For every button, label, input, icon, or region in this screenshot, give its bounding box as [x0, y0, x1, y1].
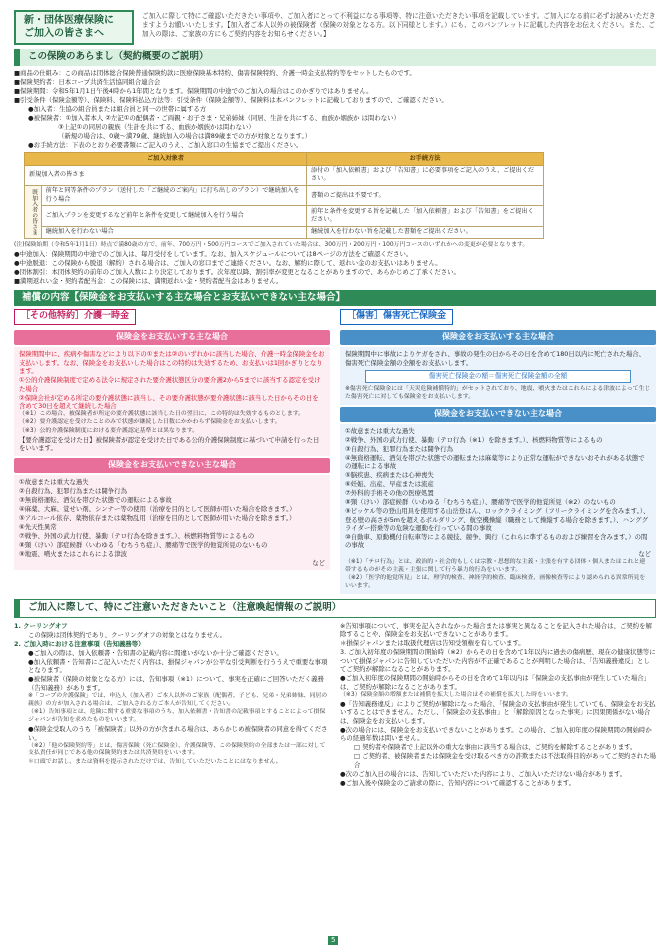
- overview-line: ●お手続方法：下表のとおり必要書類にご記入のうえ、ご加入窓口の生協までご提出ください。: [28, 140, 303, 149]
- left-note: （※1）この場合、被保険者が所定の要介護状態に該当した日の翌日に、この特約は失効するものとします。: [19, 410, 305, 417]
- table-cell: 継続加入を行わない旨を記載した書類をご提出ください。: [306, 226, 543, 238]
- caution-item: 3. ご加入初年度の保険期間の開始時（※2）からその日を含めて1年以内に過去の傷病歴、現在の健康状態等について損保ジャパンに告知していただいた内容が不正確であることが判明した場合は、「告知義務違反」としてご契約が解除になることがあります。: [340, 648, 656, 673]
- caution-item: ●加入依頼書・告知書にご記入いただく内容は、損保ジャパンが公平な引受判断を行ううえで重要な事項となります。: [28, 657, 328, 675]
- left-nopay-item: ①故意または重大な過失: [19, 478, 89, 487]
- overview-note: (注)保険始期（令和5年1月1日）時点で満80歳の方で、前年、700万円・500万円コースでご加入されていた場合は、300万円・200万円・100万円コースのいずれかへの変更が必要となります。: [14, 241, 529, 248]
- caution-section: [14, 599, 656, 788]
- left-note: （※3）公的介護保険制度における要介護認定基準とは異なります。: [19, 427, 199, 434]
- caution-item: ＊口頭でお話し、または資料を提示されただけでは、告知していただいたことにはなりません。: [28, 758, 282, 765]
- caution-item: □ 契約者や保険者で上記以外の重大な事由に該当する場合は、ご契約を解除することがあります。: [354, 743, 637, 752]
- procedure-table: [24, 152, 544, 239]
- intro-title: [14, 10, 134, 45]
- table-row: [25, 185, 544, 205]
- overview-line: ●被保険者：①加入者本人 ②左記①の配偶者・ご両親・お子さま・兄弟姉妹（同居、生計を共にする、血族か姻族か は問わない）: [28, 113, 400, 122]
- caution-item: □ ご契約者、被保険者または保険金を受け取るべき方の詐欺または不法取得目的があってご契約された場合: [354, 752, 656, 769]
- right-nopay-item: ⑤脳疾患、疾病または心神喪失: [345, 471, 434, 480]
- table-cell: ご加入プランを変更するなど前年と条件を変更して継続加入を行う場合: [41, 206, 306, 226]
- page-number: 5: [328, 936, 338, 945]
- right-nopay-item: ③自殺行為、犯罪行為または闘争行為: [345, 444, 453, 453]
- table-cell: 書類のご提出は不要です。: [306, 185, 543, 205]
- caution-item: ●次のご加入日の場合には、告知していただいた内容により、ご加入いただけない場合があります。: [340, 769, 627, 778]
- table-header: お手続方法: [306, 153, 543, 165]
- left-nopay-item: ④麻薬、大麻、覚せい剤、シンナー等の使用（治療を目的として医師が用いた場合を除きます。）: [19, 505, 296, 514]
- caution-item: （※3）保険金額の増額または補償を拡大した場合はその補償を拡大した時をいいます。: [340, 691, 573, 698]
- left-nopay-item: ⑦戦争、外国の武力行使、暴動（テロ行為を除きます。）、核燃料物質等によるもの: [19, 531, 255, 540]
- intro-title-line2: ご加入の皆さまへ: [24, 27, 104, 39]
- overview-note: ●団体割引：本団体契約の前年のご加入人数により決定しております。次年度以降、割引率が変更となることがありますので、あらかじめご了承ください。: [14, 268, 460, 277]
- table-cell: 継続加入を行わない場合: [41, 226, 306, 238]
- overview-note: ■満期返れい金・契約者配当金：この保険には、満期返れい金・契約者配当金はありません。: [14, 277, 283, 286]
- overview-line: （新規の場合は、0歳〜満79歳、継続加入の場合は満89歳までの方が対象となります。）: [58, 131, 312, 140]
- right-nopay-item: ①故意または重大な過失: [345, 427, 415, 435]
- right-nopay-item: ②戦争、外国の武力行使、暴動（テロ行為（※1）を除きます。）、核燃料物質等によるもの: [345, 435, 603, 444]
- caution-item: ●ご加入後や保険金のご請求の際に、告知内容について確認することがあります。: [340, 778, 575, 787]
- right-nopay-item: ⑥妊娠、出産、早産または流産: [345, 480, 434, 489]
- overview-lines: [14, 69, 656, 150]
- caution-item: ●被保険者（保険の対象となる方）には、告知事項（※1）について、事実を正確にご回答いただく義務（告知義務）があります。: [28, 675, 324, 692]
- caution-left: [14, 621, 330, 788]
- overview-note: ●中途脱退：この保険から脱退（解約）される場合は、ご加入の窓口までご連絡ください。なお、解約に際して、返れい金のお支払いはありません。: [14, 259, 442, 268]
- intro-header: [14, 10, 656, 45]
- left-nopay-item: ②自殺行為、犯罪行為または闘争行為: [19, 487, 127, 496]
- care-lump-sum-tag: ［その他特約］介護一時金: [14, 309, 136, 325]
- caution-item: （※1）告知事項とは、危険に関する重要な事項のうち、加入依頼書・告知書の記載事項とすることによって損保ジャパンが告知を求めたものをいいます。: [28, 708, 326, 723]
- right-pay-box: [340, 347, 656, 405]
- left-nopay-item: ⑧頸（けい）部症候群（いわゆる「むちうち症」）、腰痛等で医学的他覚所見のないもの: [19, 540, 268, 549]
- coverage-left: [14, 309, 330, 594]
- right-footnote: （※1）「テロ行為」とは、政治的・社会的もしくは宗教・思想的な主義・主張を有する団体・個人またはこれと連帯するものがその主義・主張に関して行う暴力的行為をいいます。: [345, 559, 646, 574]
- right-footnote: （※2）「医学的他覚所見」とは、理学的検査、神経学的検査、臨床検査、画像検査等により認められる異常所見をいいます。: [345, 575, 646, 590]
- table-cell: 添付の「加入依頼書」および「告知書」に必要事項をご記入のうえ、ご提出ください。: [306, 165, 543, 185]
- caution-item: ●保険金受取人のうち「被保険者」以外の方が含まれる場合は、あらかじめ被保険者の同意を得てください。: [28, 725, 328, 742]
- table-row: [25, 226, 544, 238]
- caution-right: [340, 621, 656, 788]
- intro-notice: ご加入に際して特にご確認いただきたい事項や、ご加入者にとって不利益になる事項等、特に注意いただきたい事項を記載しています。ご加入になる前に必ずお読みいただきますようお願いいたします。【加入者ご本人以外の被保険者（保険の対象となる方。以下同様とします。）にも、このパンフレットに記載した内容をお伝えください。また、ご加入の際は、ご家族の方にもご契約内容をお知らせください。】: [142, 12, 656, 38]
- left-nopay-box: [14, 475, 330, 571]
- table-row: [25, 206, 544, 226]
- coverage-columns: [14, 309, 656, 594]
- left-nopay-tail: など: [312, 558, 325, 567]
- overview-note: ●中途加入：保険期間の中途でのご加入は、毎月受付をしています。なお、加入スケジュールについては8ページの方法をご確認ください。: [14, 250, 413, 259]
- table-header: ご加入対象者: [25, 153, 307, 165]
- caution-item: ●ご加入初年度の保険期間の開始時からその日を含めて1年以内は「保険金の支払事由が発生していた場合」は、ご契約が解除になることがあります。: [340, 674, 650, 691]
- death-benefit-formula: 傷害死亡保険金の額＝傷害死亡保険金額の全額: [365, 370, 631, 383]
- table-cell: 新規加入者の皆さま: [25, 165, 307, 185]
- overview-line: ●加入者：生協の組合員または組合員と同一の世帯に属する方: [28, 104, 207, 113]
- right-nopay-item: ⑧頸（けい）部症候群（いわゆる「むちうち症」）、腰痛等で医学的他覚所見（※2）のないもの: [345, 498, 616, 507]
- left-pay-header: 保険金をお支払いする主な場合: [14, 330, 330, 345]
- right-note: ※傷害死亡保険金には「天災危険補償特約」がセットされており、地震、噴火またはこれらによる津波によって生じた傷害死亡に対しても保険金をお支払いします。: [345, 385, 651, 400]
- caution-item: ＊損保ジャパンまたは取扱代理店は告知受領権を有しています。: [340, 639, 525, 648]
- coverage-heading: 補償の内容【保険金をお支払いする主な場合とお支払いできない主な場合】: [14, 290, 656, 307]
- right-nopay-tail: など: [638, 550, 651, 559]
- left-nopay-header: 保険金をお支払いできない主な場合: [14, 458, 330, 473]
- caution-columns: [14, 621, 656, 788]
- table-cell: 前年と同等条件のプラン（送付した「ご継続のご案内」に打ち出しのプラン）で継続加入を行う場合: [41, 185, 306, 205]
- left-pay-item: ②保険会社が定める所定の要介護状態に該当し、その要介護状態が要介護状態に該当した日からその日を含めて30日を超えて継続した場合: [19, 393, 319, 410]
- caution-item: （※2）「他の保険契約等」とは、傷害保険（死亡保険金）、介護保険等、この保険契約の全部または一部に対して支払責任が同じである他の保険契約または共済契約をいいます。: [28, 742, 326, 757]
- right-pay-header: 保険金をお支払いする主な場合: [340, 330, 656, 345]
- overview-line: ■保険契約者：日本コープ共済生活協同組合連合会: [14, 77, 161, 86]
- overview-line: ③上記①の同居の親族（生計を共にする、血族か姻族かは問わない）: [58, 122, 255, 131]
- table-row: [25, 165, 544, 185]
- coverage-right: [340, 309, 656, 594]
- accident-death-tag: ［傷害］傷害死亡保険金: [340, 309, 453, 325]
- left-req-note: 【要介護認定を受けた日】被保険者が認定を受けた日である公的介護保険制度に基づいて申請を行った日をいいます。: [19, 435, 320, 453]
- overview-line: ■商品の仕組み：この商品は団体総合保険普通保険約款に医療保険基本特約、傷害保険特約、介護一時金支払特約等をセットしたものです。: [14, 68, 416, 77]
- caution-item: 2. ご加入時における注意事項（告知義務等）: [14, 639, 145, 648]
- left-pay-text: 保険期間中に、疾病や傷害などにより以下の①または②のいずれかに該当した場合、介護一時金保険金をお支払いします。なお、保険金をお支払いした場合はこの特約は失効するため、お支払いは1回かぎりとなります。: [19, 350, 325, 376]
- left-pay-box: [14, 347, 330, 456]
- left-nopay-item: ⑨地震、噴火またはこれらによる津波: [19, 549, 127, 558]
- caution-item: 1. クーリングオフ: [14, 621, 68, 630]
- caution-item: この保険は団体契約であり、クーリングオフの対象とはなりません。: [28, 630, 227, 639]
- overview-notes: [14, 242, 656, 286]
- overview-heading: この保険のあらまし（契約概要のご説明）: [14, 49, 656, 66]
- left-note: （※2）要介護認定を受けたことのみで状態が継続した日数にかかわらず保険金をお支払いします。: [19, 419, 281, 426]
- caution-item: ※告知事項について、事実を記入されなかった場合または事実と異なることを記入された場合は、ご契約を解除することや、保険金をお支払いできないことがあります。: [340, 621, 652, 638]
- right-nopay-box: [340, 424, 656, 595]
- overview-line: ■引受条件（保険金額等）、保険料、保険料払込方法等：引受条件（保険金額等）、保険料は本パンフレットに記載しておりますので、ご確認ください。: [14, 95, 448, 104]
- left-pay-item: ①公的介護保険制度で定める法令に規定された要介護状態区分の要介護2から5までに該当する認定を受けた場合: [19, 376, 321, 393]
- caution-heading: ご加入に際して、特にご注意いただきたいこと（注意喚起情報のご説明）: [14, 599, 656, 618]
- caution-item: ●ご加入の際は、加入依頼書・告知書の記載内容に間違いがないか十分ご確認ください。: [28, 648, 283, 657]
- right-nopay-item: ⑨ピッケル等の登山用具を使用する山岳登はん、ロッククライミング（フリークライミングを含みます。）、登る壁の高さが5mを超えるボルダリング、航空機操縦（職務として操縦する場合を除きます。）、ハンググライダー搭乗等の危険な運動を行っている間の事故: [345, 507, 650, 532]
- left-nopay-item: ⑤アルコール依存、薬物依存または薬物乱用（治療を目的として医師が用いた場合を除きます。）: [19, 514, 296, 523]
- right-nopay-item: ⑩自動車、原動機付自転車等による競技、競争、興行（これらに準ずるものおよび練習を含みます。）の間の事故: [345, 532, 648, 550]
- right-nopay-item: ④無資格運転、酒気を帯びた状態での運転または麻薬等により正常な運転ができないおそれがある状態での運転による事故: [345, 453, 645, 471]
- table-cell: 前年と条件を変更する旨を記載した「加入依頼書」および「告知書」をご提出ください。: [306, 206, 543, 226]
- table-side-label: 既加入者の皆さま: [25, 185, 42, 238]
- intro-title-line1: 新・団体医療保険に: [24, 15, 114, 26]
- caution-item: ●次の場合には、保険金をお支払いできないことがあります。この場合、ご加入初年度の保険期間の開始時からの経過年数は問いません。: [340, 725, 652, 743]
- left-nopay-item: ⑥先天性異常: [19, 523, 57, 532]
- right-nopay-item: ⑦外科的手術その他の医療処置: [345, 489, 434, 498]
- caution-item: ※「コープの介護保険」では、申込人（加入者）ご本人以外のご家族（配偶者、子ども、兄弟・兄弟姉妹、同居の親族）の方が加入される場合は、ご加入される方ご本人が告知してください。: [28, 692, 328, 707]
- overview-line: ■保険期間：令和5年1月1日午後4時から1年間となります。保険期間の中途でのご加入の場合はこのかぎりではありません。: [14, 86, 373, 95]
- caution-item: ●「告知義務違反」によりご契約が解除になった場合、「保険金の支払事由が発生していても、保険金をお支払いすることはできません。ただし、「保険金の支払事由」と「解除原因となった事実」に因果関係がない場合は、保険金をお支払いします。: [340, 699, 656, 725]
- right-nopay-header: 保険金をお支払いできない主な場合: [340, 407, 656, 422]
- left-nopay-item: ③無資格運転、酒気を帯びた状態での運転による事故: [19, 496, 172, 505]
- right-pay-text: 保険期間中に事故によりケガをされ、事故の発生の日からその日を含めて180日以内に死亡された場合、傷害死亡保険金額の全額をお支払いします。: [345, 350, 646, 367]
